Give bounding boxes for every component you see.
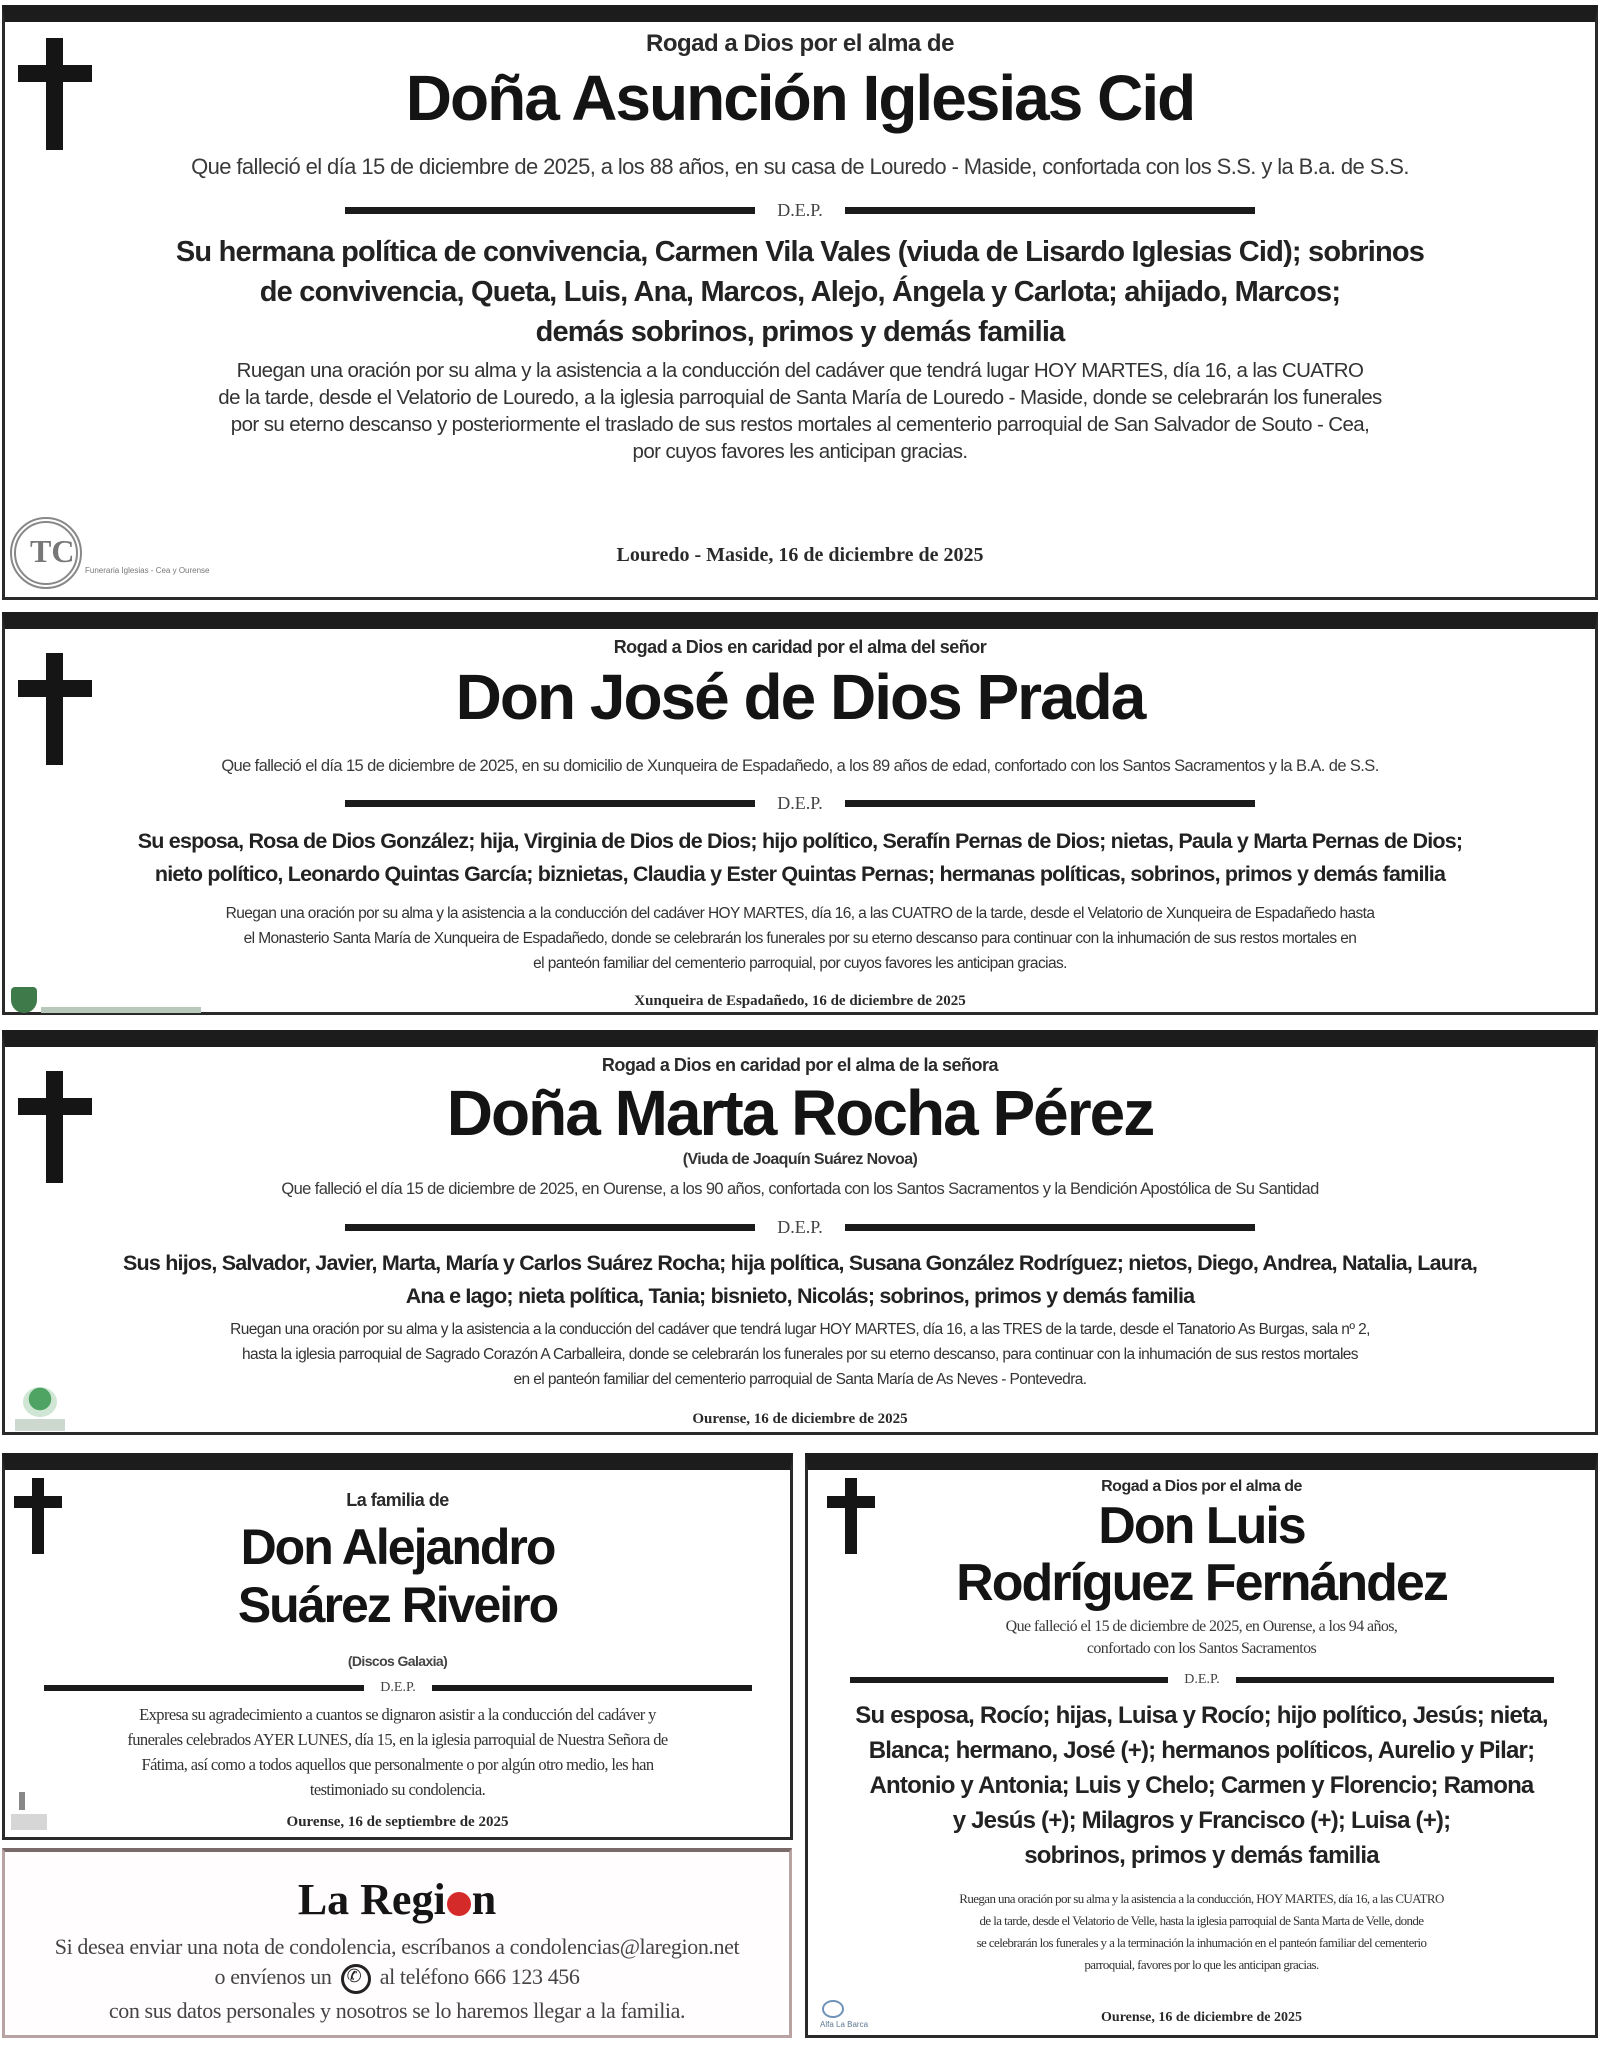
dep-label: D.E.P.: [777, 200, 823, 220]
death-details: Que falleció el día 15 de diciembre de 2025, en su domicilio de Xunqueira de Espadañedo, a los 89 años de edad, confortado con los Santos Sacramentos y la B.A. de S.S.: [221, 757, 1379, 775]
place-date: Ourense, 16 de diciembre de 2025: [692, 1411, 908, 1427]
green-tree-logo-icon: [23, 1387, 57, 1417]
place-date: Xunqueira de Espadañedo, 16 de diciembre de 2025: [634, 993, 966, 1009]
brand-dot-icon: [447, 1892, 471, 1916]
dep-label: D.E.P.: [777, 1217, 823, 1237]
dep-divider: [295, 793, 1305, 814]
condolence-note-line: con sus datos personales y nosotros se lo haremos llegar a la familia.: [108, 1998, 686, 2023]
dep-label: D.E.P.: [1184, 1672, 1220, 1687]
dep-label: D.E.P.: [777, 793, 823, 813]
family-list: Su hermana política de convivencia, Carmen Vila Vales (viuda de Lisardo Iglesias Cid); sobrinos de convivencia, Queta, Luis, Ana, Marcos, Alejo, Ángela y Carlota; ahijado, Marcos; demás sobrinos, primos y demás familia: [175, 236, 1425, 348]
ceremony-details: Ruegan una oración por su alma y la asistencia a la conducción, HOY MARTES, día 16, a las CUATRO de la tarde, desde el Velatorio de Velle, hasta la iglesia parroquial de Santa Marta de Velle, donde se celebrarán los funerales y a la terminación la inhumación en el panteón familiar del cementerio parroquial, favores por lo que les anticipan gracias.: [959, 1891, 1444, 1972]
family-list: Sus hijos, Salvador, Javier, Marta, María y Carlos Suárez Rocha; hija política, Susana González Rodríguez; nietos, Diego, Andrea, Natalia, Laura, Ana e Iago; nieta política, Tania; bisnieto, Nicolás; sobrinos, primos y demás familia: [123, 1251, 1477, 1308]
deceased-name: Doña Marta Rocha Pérez: [446, 1077, 1154, 1149]
place-date: Louredo - Maside, 16 de diciembre de 2025: [616, 544, 984, 566]
dep-label: D.E.P.: [380, 1680, 416, 1695]
dep-divider: [822, 1672, 1582, 1688]
funeral-home-name: [41, 1007, 201, 1013]
death-details: Que falleció el día 15 de diciembre de 2025, en Ourense, a los 90 años, confortada con los Santos Sacramentos y la Bendición Apostólica de Su Santidad: [281, 1180, 1319, 1198]
notice-prefix: Rogad a Dios en caridad por el alma del señor: [613, 637, 987, 657]
notice-prefix: Rogad a Dios por el alma de: [1101, 1478, 1302, 1495]
deceased-subtitle: (Discos Galaxia): [347, 1653, 448, 1669]
deceased-name: Don Alejandro Suárez Riveiro: [237, 1519, 558, 1633]
ceremony-details: Ruegan una oración por su alma y la asistencia a la conducción del cadáver HOY MARTES, día 16, a las CUATRO de la tarde, desde el Velatorio de Xunqueira de Espadañedo hasta el Monasterio Santa María de Xunqueira de Espadañedo, donde se celebrarán los funerales por su eterno descanso para continuar con la inhumación de sus restos mortales en el panteón familiar del cementerio parroquial, por cuyos favores les anticipan gracias.: [225, 905, 1375, 972]
funeral-home-name: [15, 1419, 65, 1431]
deceased-name: Don José de Dios Prada: [455, 661, 1145, 733]
condolence-whatsapp-line: o envíenos un ✆ al teléfono 666 123 456: [5, 1964, 789, 1994]
notice-prefix: Rogad a Dios en caridad por el alma de la señora: [601, 1055, 999, 1075]
death-details: Que falleció el día 15 de diciembre de 2025, a los 88 años, en su casa de Louredo - Maside, confortada con los S.S. y la B.a. de S.S.: [191, 154, 1409, 179]
acknowledgement-text: Expresa su agradecimiento a cuantos se dignaron asistir a la conducción del cadáver y funerales celebrados AYER LUNES, día 15, en la iglesia parroquial de Nuestra Señora de Fátima, así como a todos aquellos que personalmente o por algún otro medio, les han testimoniado su condolencia.: [127, 1705, 668, 1799]
deceased-name: Don Luis Rodríguez Fernández: [956, 1497, 1447, 1612]
dep-divider: [295, 200, 1305, 221]
funeral-home-seal-icon: TC: [10, 517, 82, 589]
place-date: Ourense, 16 de diciembre de 2025: [1101, 2010, 1302, 2025]
dep-divider: [295, 1217, 1305, 1238]
la-region-condolence-box: [2, 1848, 792, 2038]
family-list: Su esposa, Rocío; hijas, Luisa y Rocío; hijo político, Jesús; nieta, Blanca; hermano, José (+); hermanos políticos, Aurelio y Pilar; Antonio y Antonia; Luis y Chelo; Carmen y Florencio; Ramona y Jesús (+); Milagros y Francisco (+); Luisa (+); sobrinos, primos y demás familia: [855, 1702, 1548, 1869]
small-funeral-logo-icon: [19, 1792, 25, 1810]
obituary-notice-5: [805, 1453, 1598, 2038]
green-shield-logo-icon: [11, 987, 37, 1013]
la-region-logo: La Regi n: [297, 1875, 497, 1924]
dep-divider: [17, 1680, 779, 1696]
whatsapp-icon: [341, 1964, 371, 1994]
condolence-email-line: Si desea enviar una nota de condolencia, escríbanos a condolencias@laregion.net: [54, 1934, 740, 1959]
ceremony-details: Ruegan una oración por su alma y la asistencia a la conducción del cadáver que tendrá lugar HOY MARTES, día 16, a las CUATRO de la tarde, desde el Velatorio de Louredo, a la iglesia parroquial de Santa María de Louredo - Maside, donde se celebrarán los funerales por su eterno descanso y posteriormente el traslado de sus restos mortales al cementerio parroquial de San Salvador de Souto - Cea, por cuyos favores les anticipan gracias.: [218, 359, 1382, 463]
obituary-notice-4: [2, 1453, 793, 1840]
deceased-name: Doña Asunción Iglesias Cid: [405, 62, 1195, 134]
funeral-home-name: [11, 1814, 47, 1830]
family-list: Su esposa, Rosa de Dios González; hija, Virginia de Dios de Dios; hijo político, Serafín Pernas de Dios; nietas, Paula y Marta Pernas de Dios; nieto político, Leonardo Quintas García; biznietas, Claudia y Ester Quintas Pernas; hermanas políticas, sobrinos, primos y demás familia: [137, 829, 1463, 886]
deceased-subtitle: (Viuda de Joaquín Suárez Novoa): [682, 1151, 918, 1168]
notice-prefix: La familia de: [346, 1490, 449, 1510]
notice-prefix: Rogad a Dios por el alma de: [646, 30, 954, 57]
place-date: Ourense, 16 de septiembre de 2025: [286, 1814, 509, 1830]
death-details: Que falleció el 15 de diciembre de 2025, en Ourense, a los 94 años, confortado con los Santos Sacramentos: [1005, 1618, 1398, 1657]
ceremony-details: Ruegan una oración por su alma y la asistencia a la conducción del cadáver que tendrá lugar HOY MARTES, día 16, a las TRES de la tarde, desde el Tanatorio As Burgas, sala nº 2, hasta la iglesia parroquial de Sagrado Corazón A Carballeira, donde se celebrarán los funerales por su eterno descanso, para continuar con la inhumación de sus restos mortales en el panteón familiar del cementerio parroquial de Santa María de As Neves - Pontevedra.: [230, 1321, 1370, 1388]
obituary-notice-2: [2, 612, 1598, 1015]
obituary-notice-3: [2, 1030, 1598, 1435]
funeral-home-name: Alfa La Barca: [820, 2020, 869, 2029]
blue-funeral-logo-icon: [822, 2000, 844, 2018]
funeral-home-name: Funeraria Iglesias - Cea y Ourense: [85, 566, 210, 575]
obituary-notice-1: [2, 5, 1598, 600]
